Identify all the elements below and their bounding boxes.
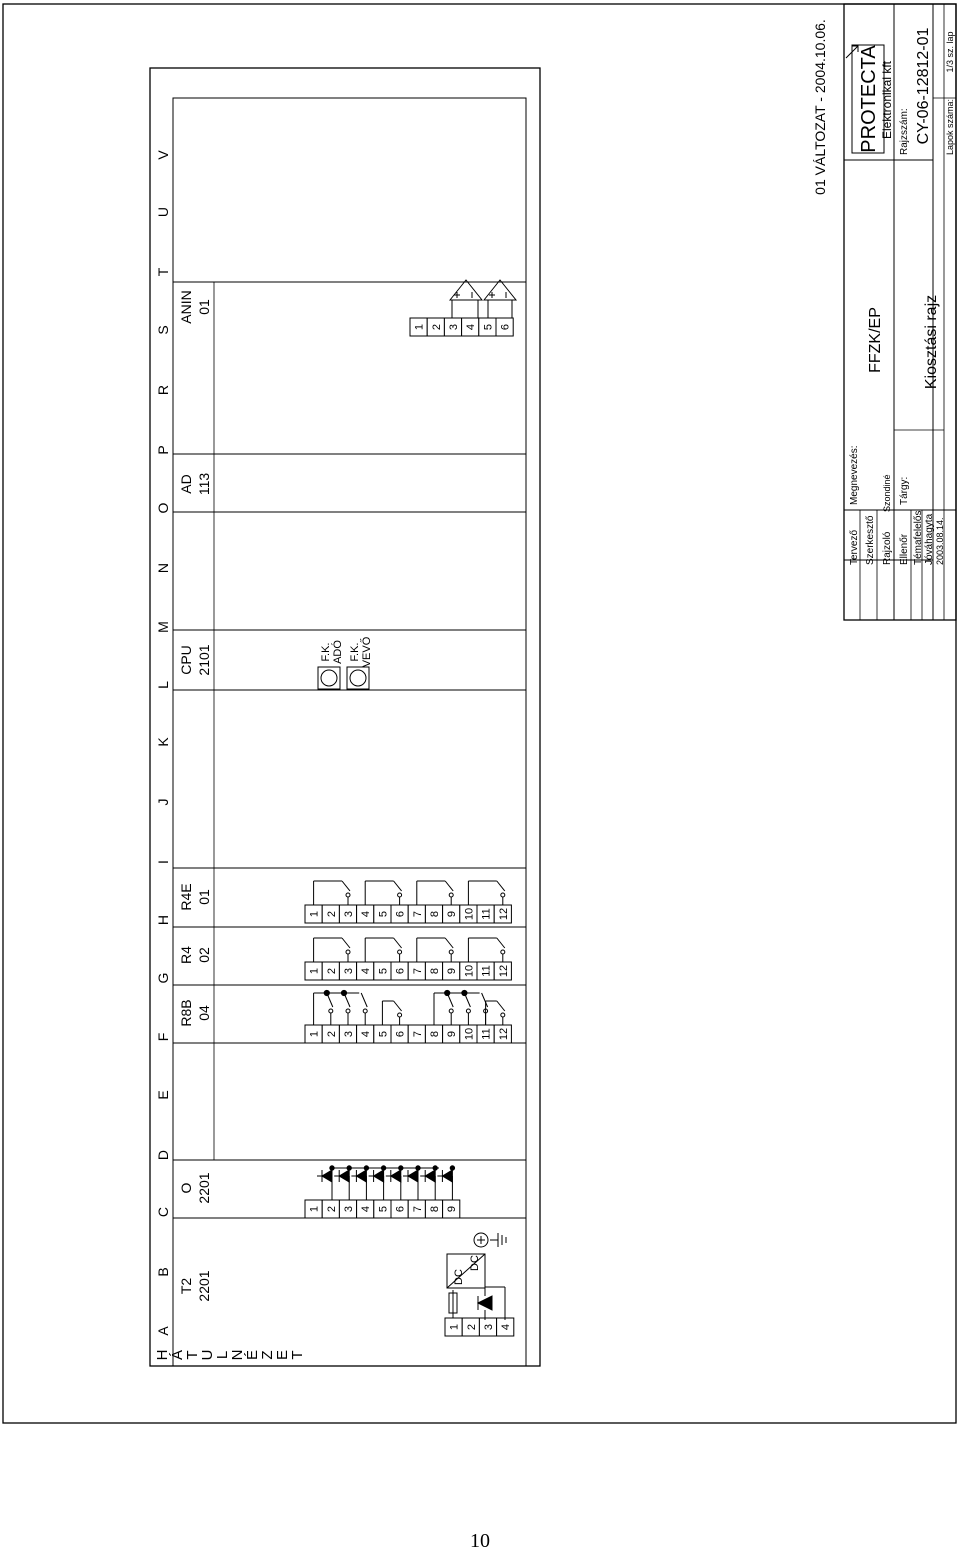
terminal-r4-2 xyxy=(322,962,339,980)
sheet-border xyxy=(3,4,956,1423)
module-anin-code: 01 xyxy=(196,299,212,315)
svg-text:10: 10 xyxy=(463,1027,476,1041)
slot-mno xyxy=(173,512,526,630)
terminal-r4e-7 xyxy=(408,905,425,923)
svg-text:11: 11 xyxy=(480,908,493,920)
svg-text:5: 5 xyxy=(377,1205,390,1213)
module-o-name: O xyxy=(178,1182,194,1194)
svg-text:3: 3 xyxy=(343,1030,355,1038)
terminal-anin-1 xyxy=(410,318,427,336)
terminal-r8b-10 xyxy=(460,1025,477,1043)
svg-text:9: 9 xyxy=(446,1205,459,1213)
company-subtitle: Elektronikai kft xyxy=(880,60,894,140)
column-letter-i: I xyxy=(155,860,171,864)
svg-text:DC: DC xyxy=(453,1269,465,1285)
rajzszam-label: Rajzszám: xyxy=(899,108,910,155)
terminal-anin-6 xyxy=(496,318,513,336)
terminal-r4e-1 xyxy=(305,905,322,923)
svg-text:12: 12 xyxy=(497,1027,510,1041)
led-icon xyxy=(369,1166,386,1200)
fk-tx-connector-icon xyxy=(318,667,340,689)
column-letters xyxy=(155,150,171,1336)
module-ad-code: 113 xyxy=(196,472,212,496)
terminal-r4e-4 xyxy=(357,905,374,923)
svg-text:4: 4 xyxy=(360,967,373,975)
terminal-t2-3 xyxy=(479,1318,496,1336)
side-label-letter: E xyxy=(274,1349,291,1361)
led-icon xyxy=(386,1166,403,1200)
terminal-o-8 xyxy=(425,1200,442,1218)
column-letter-s: S xyxy=(155,325,171,335)
svg-text:2: 2 xyxy=(325,1205,338,1213)
terminal-t2-2 xyxy=(462,1318,479,1336)
svg-text:5: 5 xyxy=(377,1030,390,1038)
terminal-r4-5 xyxy=(374,962,391,980)
side-label-letter: N xyxy=(229,1349,246,1361)
targy-value: Kiosztási rajz xyxy=(923,294,940,390)
svg-text:1: 1 xyxy=(308,910,321,918)
led-icon xyxy=(420,1166,437,1200)
module-cpu-code: 2101 xyxy=(196,644,212,676)
terminal-r4-7 xyxy=(408,962,425,980)
terminal-o-7 xyxy=(408,1200,425,1218)
module-r8b-code: 04 xyxy=(196,1005,212,1021)
slot-t2 xyxy=(173,1218,526,1366)
relay-contact-icon xyxy=(434,990,488,1025)
svg-text:1: 1 xyxy=(308,1205,321,1213)
terminal-o-2 xyxy=(322,1200,339,1218)
column-letter-m: M xyxy=(155,621,171,633)
approval-date: 2003.08.14. xyxy=(935,517,945,565)
terminal-r4-12 xyxy=(494,962,511,980)
dc-dc-converter-icon xyxy=(447,1254,485,1288)
svg-text:6: 6 xyxy=(394,1205,407,1213)
svg-text:6: 6 xyxy=(394,910,407,918)
terminal-anin-4 xyxy=(462,318,479,336)
row-label-temafelelos: Témafelelős xyxy=(913,510,924,565)
module-o-code: 2201 xyxy=(196,1172,212,1204)
fiber-optic-labels xyxy=(320,636,373,667)
svg-text:4: 4 xyxy=(360,1205,373,1213)
terminal-r4-11 xyxy=(477,962,494,980)
column-letter-t: T xyxy=(155,267,171,277)
svg-text:7: 7 xyxy=(411,910,424,918)
module-t2-name: T2 xyxy=(178,1277,194,1295)
svg-text:3: 3 xyxy=(343,967,355,975)
led-icon xyxy=(437,1166,454,1200)
column-letter-a: A xyxy=(155,1326,171,1336)
relay-contact-icon xyxy=(468,881,504,905)
targy-label: Tárgy: xyxy=(899,476,910,505)
column-letter-d: D xyxy=(155,1149,171,1161)
slot-de xyxy=(173,1043,526,1160)
terminal-r8b-5 xyxy=(374,1025,391,1043)
terminal-r4e-6 xyxy=(391,905,408,923)
svg-text:8: 8 xyxy=(429,1030,441,1038)
fiber-optic-connectors xyxy=(318,667,369,689)
svg-text:8: 8 xyxy=(429,910,441,918)
svg-text:6: 6 xyxy=(394,1030,407,1038)
terminal-r4-9 xyxy=(443,962,460,980)
terminal-r8b-7 xyxy=(408,1025,425,1043)
svg-text:4: 4 xyxy=(500,1323,513,1331)
terminal-t2-4 xyxy=(497,1318,514,1336)
terminal-r8b-3 xyxy=(339,1025,356,1043)
svg-text:9: 9 xyxy=(446,967,459,975)
svg-text:9: 9 xyxy=(446,1030,459,1038)
slot-ad xyxy=(173,454,526,512)
power-supply-symbols xyxy=(447,1233,506,1320)
output-led-row xyxy=(317,1166,455,1200)
terminal-r8b-12 xyxy=(494,1025,511,1043)
terminal-r8b-9 xyxy=(443,1025,460,1043)
module-r8b-name: R8B xyxy=(178,999,194,1027)
relay-contact-icon xyxy=(382,1001,401,1025)
terminal-r8b-6 xyxy=(391,1025,408,1043)
side-label-letter: L xyxy=(214,1350,231,1360)
terminal-r4-8 xyxy=(425,962,442,980)
svg-text:1: 1 xyxy=(448,1323,461,1331)
terminal-anin-2 xyxy=(427,318,444,336)
svg-text:1: 1 xyxy=(413,323,426,331)
amplifier-icon xyxy=(450,280,482,318)
svg-text:10: 10 xyxy=(463,964,476,978)
module-anin-name: ANIN xyxy=(178,290,194,324)
module-t2-code: 2201 xyxy=(196,1270,212,1302)
terminal-anin-5 xyxy=(479,318,496,336)
terminal-r4e-12 xyxy=(494,905,511,923)
row-label-rajzolo: Rajzoló xyxy=(882,531,893,565)
column-letter-l: L xyxy=(155,681,171,689)
rajzszam-value: CY-06-12812-01 xyxy=(915,27,932,145)
module-labels xyxy=(178,290,212,1301)
svg-text:4: 4 xyxy=(360,910,373,918)
svg-text:1: 1 xyxy=(308,1030,321,1038)
relay-contact-icon xyxy=(468,938,504,962)
terminal-r4-1 xyxy=(305,962,322,980)
row-label-jovahagyta: Jóváhagyta xyxy=(924,513,935,565)
terminal-o-3 xyxy=(339,1200,356,1218)
row-label-ellenor: Ellenőr xyxy=(899,533,910,565)
svg-text:2: 2 xyxy=(325,967,338,975)
company-name: PROTECTA xyxy=(858,45,880,153)
fk-rx-label-2: VEVŐ xyxy=(361,636,373,668)
column-letter-e: E xyxy=(155,1090,171,1100)
terminal-r4e-3 xyxy=(339,905,356,923)
column-letter-g: G xyxy=(155,972,171,984)
module-cpu-name: CPU xyxy=(178,645,194,675)
column-letter-f: F xyxy=(155,1032,171,1042)
column-letter-u: U xyxy=(155,206,171,218)
side-label-letter: Z xyxy=(259,1350,276,1360)
relay-contact-icon xyxy=(365,881,401,905)
terminal-r4-10 xyxy=(460,962,477,980)
fk-tx-label-1: F.K. xyxy=(320,642,332,662)
svg-text:9: 9 xyxy=(446,910,459,918)
svg-text:8: 8 xyxy=(429,967,441,975)
side-label-letter: Á xyxy=(169,1349,186,1361)
column-letter-j: J xyxy=(155,798,171,806)
terminal-r8b-4 xyxy=(357,1025,374,1043)
svg-text:7: 7 xyxy=(411,1205,424,1213)
svg-text:5: 5 xyxy=(377,910,390,918)
svg-text:4: 4 xyxy=(465,323,478,331)
ground-icon xyxy=(474,1233,506,1247)
terminal-r8b-1 xyxy=(305,1025,322,1043)
svg-text:5: 5 xyxy=(482,323,495,331)
fk-tx-label-2: ADÓ xyxy=(332,640,344,664)
svg-text:3: 3 xyxy=(448,323,460,331)
megnevezes-label: Megnevezés: xyxy=(849,445,860,505)
terminal-o-4 xyxy=(357,1200,374,1218)
relay-contact-icon xyxy=(417,881,453,905)
terminal-r4e-11 xyxy=(477,905,494,923)
column-letter-h: H xyxy=(155,914,171,926)
relay-contact-icon xyxy=(314,881,350,905)
module-r4e-name: R4E xyxy=(178,883,194,911)
svg-text:2: 2 xyxy=(430,323,443,331)
module-r4-name: R4 xyxy=(178,946,194,964)
terminal-t2-1 xyxy=(445,1318,462,1336)
relay-contact-icon xyxy=(314,990,368,1025)
row-label-tervezo: Tervező xyxy=(849,529,860,565)
terminal-r4e-9 xyxy=(443,905,460,923)
side-label-letter: T xyxy=(184,1350,201,1360)
column-letter-k: K xyxy=(155,737,171,747)
megnevezes-value: FFZK/EP xyxy=(867,307,884,373)
module-ad-name: AD xyxy=(178,474,194,494)
svg-text:DC: DC xyxy=(469,1255,481,1271)
lapok-value: 1/3 sz. lap xyxy=(945,31,955,73)
svg-text:1: 1 xyxy=(308,967,321,975)
svg-text:11: 11 xyxy=(480,965,493,977)
column-letter-r: R xyxy=(155,384,171,396)
svg-text:8: 8 xyxy=(429,1205,441,1213)
terminal-anin-3 xyxy=(444,318,461,336)
svg-text:12: 12 xyxy=(497,907,510,921)
column-letter-v: V xyxy=(155,150,171,160)
relay-contact-icon xyxy=(314,938,350,962)
terminal-o-6 xyxy=(391,1200,408,1218)
relay-contact-icon xyxy=(365,938,401,962)
terminal-r4e-2 xyxy=(322,905,339,923)
column-letter-n: N xyxy=(155,562,171,574)
fk-rx-connector-icon xyxy=(347,667,369,689)
relay-contact-icon xyxy=(417,938,453,962)
relay-contacts xyxy=(314,881,505,1025)
svg-text:2: 2 xyxy=(325,1030,338,1038)
svg-text:10: 10 xyxy=(463,907,476,921)
led-icon xyxy=(317,1166,334,1200)
svg-text:2: 2 xyxy=(325,910,338,918)
rack-frame xyxy=(150,68,540,1366)
column-letter-c: C xyxy=(155,1206,171,1218)
slot-ijk xyxy=(173,690,526,868)
svg-text:4: 4 xyxy=(360,1030,373,1038)
svg-text:6: 6 xyxy=(394,967,407,975)
led-icon xyxy=(403,1166,420,1200)
column-letter-b: B xyxy=(155,1267,171,1277)
svg-text:3: 3 xyxy=(343,1205,355,1213)
terminal-o-1 xyxy=(305,1200,322,1218)
svg-text:7: 7 xyxy=(411,1030,424,1038)
column-letter-p: P xyxy=(155,445,171,455)
led-icon xyxy=(334,1166,351,1200)
svg-text:12: 12 xyxy=(497,964,510,978)
slot-prs xyxy=(173,282,526,454)
terminal-r8b-11 xyxy=(477,1025,494,1043)
terminal-r4-6 xyxy=(391,962,408,980)
terminal-o-5 xyxy=(374,1200,391,1218)
terminal-r4-4 xyxy=(357,962,374,980)
revision-note: 01 VÁLTOZAT - 2004.10.06. xyxy=(812,19,828,195)
row-value-rajzolo: Szondiné xyxy=(882,474,892,512)
side-label-letter: É xyxy=(244,1349,261,1361)
svg-text:11: 11 xyxy=(480,1028,493,1040)
module-r4e-code: 01 xyxy=(196,889,212,905)
terminal-r4e-10 xyxy=(460,905,477,923)
led-icon xyxy=(351,1166,368,1200)
terminal-o-9 xyxy=(443,1200,460,1218)
terminal-r4-3 xyxy=(339,962,356,980)
svg-text:6: 6 xyxy=(499,323,512,331)
lapok-label: Lapok száma: xyxy=(945,98,955,155)
svg-text:3: 3 xyxy=(483,1323,495,1331)
amplifier-icon xyxy=(484,280,516,318)
svg-text:2: 2 xyxy=(465,1323,478,1331)
side-label-letter: T xyxy=(289,1350,306,1360)
svg-text:7: 7 xyxy=(411,967,424,975)
relay-contact-icon xyxy=(486,1001,505,1025)
terminal-r8b-8 xyxy=(425,1025,442,1043)
row-label-szerkeszto: Szerkesztő xyxy=(865,515,876,565)
terminal-r4e-8 xyxy=(425,905,442,923)
terminal-r4e-5 xyxy=(374,905,391,923)
side-label-hatulnezet xyxy=(154,1350,306,1361)
slot-tuv xyxy=(173,98,526,282)
svg-text:5: 5 xyxy=(377,967,390,975)
column-letter-o: O xyxy=(155,502,171,514)
terminal-r8b-2 xyxy=(322,1025,339,1043)
module-r4-code: 02 xyxy=(196,947,212,963)
title-block-text xyxy=(849,27,955,565)
fk-rx-label-1: F.K. xyxy=(349,642,361,662)
svg-text:3: 3 xyxy=(343,910,355,918)
side-label-letter: H xyxy=(154,1349,171,1361)
terminal-strips xyxy=(305,318,514,1336)
page-number: 10 xyxy=(470,1530,490,1552)
analog-input-amplifiers xyxy=(450,280,516,318)
side-label-letter: U xyxy=(199,1349,216,1361)
